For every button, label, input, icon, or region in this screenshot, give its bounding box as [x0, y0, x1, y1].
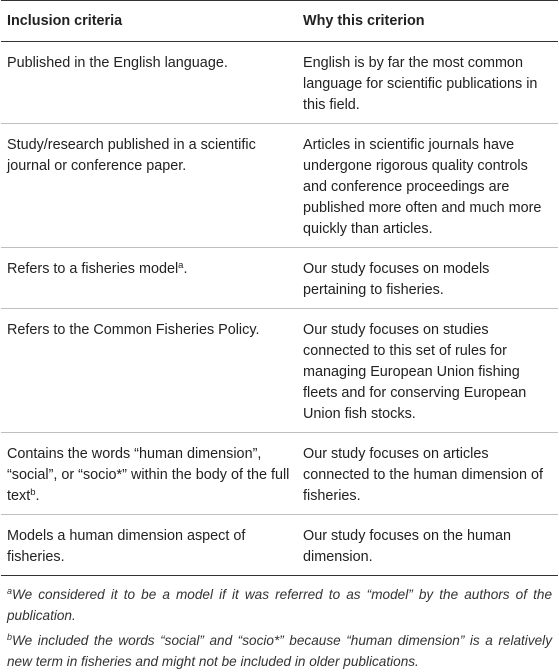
- criterion-cell: [1, 124, 297, 248]
- criterion-text: Models a human dimension aspect of fisheries.: [7, 528, 246, 565]
- reason-cell: [297, 309, 558, 433]
- reason-cell: [297, 42, 558, 124]
- table-row: [1, 433, 558, 515]
- reason-cell: [297, 248, 558, 309]
- criterion-text: Study/research published in a scientific journal or conference paper.: [7, 137, 256, 174]
- criterion-cell: [1, 309, 297, 433]
- criterion-text: Refers to a fisheries model: [7, 261, 179, 277]
- criterion-cell: [1, 433, 297, 515]
- table-row: [1, 124, 558, 248]
- footnote-a: [7, 585, 552, 626]
- criterion-text: Contains the words “human dimension”, “social”, or “socio*” within the body of the full text: [7, 446, 290, 504]
- footnote-text: We considered it to be a model if it was referred to as “model” by the authors of the publication.: [7, 587, 552, 623]
- reason-text: Articles in scientific journals have undergone rigorous quality controls and conference proceedings are published more often and much more quickly than articles.: [303, 137, 542, 237]
- table-row: [1, 309, 558, 433]
- header-inclusion-criteria: Inclusion criteria: [1, 1, 297, 42]
- criterion-cell: [1, 42, 297, 124]
- footnote-marker: a: [178, 260, 184, 271]
- table-header-row: [1, 1, 558, 42]
- table-footnotes: [1, 585, 558, 672]
- reason-text: Our study focuses on the human dimension.: [303, 528, 511, 565]
- table-row: [1, 248, 558, 309]
- criterion-tail: .: [35, 488, 40, 504]
- inclusion-criteria-table: [1, 0, 558, 576]
- reason-cell: [297, 515, 558, 576]
- criterion-text: Refers to the Common Fisheries Policy.: [7, 322, 260, 338]
- reason-text: English is by far the most common language for scientific publications in this field.: [303, 55, 538, 113]
- footnote-mark: a: [7, 586, 13, 596]
- table-row: [1, 42, 558, 124]
- footnote-text: We included the words “social” and “socio*” because “human dimension” is a relatively new term in fisheries and might not be included in older publications.: [7, 633, 552, 669]
- reason-text: Our study focuses on articles connected to the human dimension of fisheries.: [303, 446, 544, 504]
- footnote-b: [7, 631, 552, 672]
- footnote-marker: b: [30, 487, 36, 498]
- reason-cell: [297, 433, 558, 515]
- reason-text: Our study focuses on models pertaining to fisheries.: [303, 261, 490, 298]
- criterion-cell: [1, 515, 297, 576]
- criterion-tail: .: [183, 261, 188, 277]
- footnote-mark: b: [7, 632, 13, 642]
- table-row: [1, 515, 558, 576]
- criterion-cell: [1, 248, 297, 309]
- reason-cell: [297, 124, 558, 248]
- criterion-text: Published in the English language.: [7, 55, 228, 71]
- header-why-this-criterion: Why this criterion: [297, 1, 558, 42]
- reason-text: Our study focuses on studies connected to this set of rules for managing European Union fishing fleets and for conserving European Union fish stocks.: [303, 322, 527, 422]
